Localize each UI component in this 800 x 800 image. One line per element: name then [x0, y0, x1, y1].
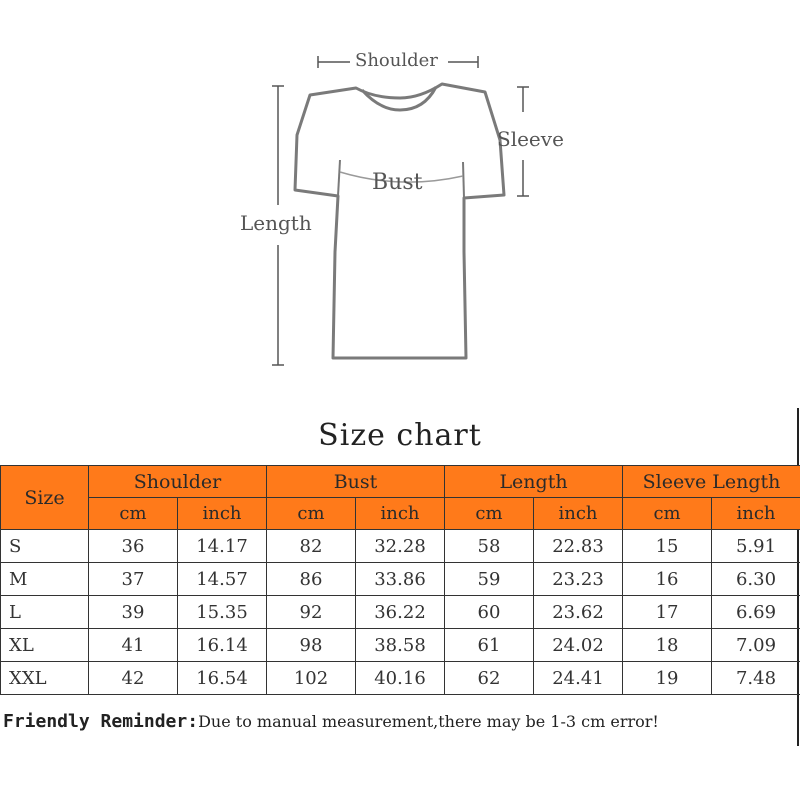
- table-cell: 102: [267, 662, 356, 695]
- table-cell: 62: [445, 662, 534, 695]
- table-cell: 32.28: [356, 530, 445, 563]
- table-cell: 42: [89, 662, 178, 695]
- table-cell: 37: [89, 563, 178, 596]
- unit-header: cm: [445, 498, 534, 530]
- unit-header: inch: [356, 498, 445, 530]
- size-cell: S: [1, 530, 89, 563]
- table-cell: 98: [267, 629, 356, 662]
- table-cell: 7.09: [712, 629, 800, 662]
- bust-header: Bust: [267, 466, 445, 498]
- size-cell: XXL: [1, 662, 89, 695]
- table-row: [1, 662, 800, 695]
- sleeve-label: Sleeve: [497, 127, 564, 151]
- table-cell: 36: [89, 530, 178, 563]
- size-cell: XL: [1, 629, 89, 662]
- length-header: Length: [445, 466, 623, 498]
- table-row: [1, 530, 800, 563]
- table-cell: 23.23: [534, 563, 623, 596]
- unit-header: inch: [178, 498, 267, 530]
- length-label: Length: [240, 211, 312, 235]
- reminder-label: Friendly Reminder:: [3, 711, 199, 732]
- table-unit-row: [1, 498, 800, 530]
- table-cell: 19: [623, 662, 712, 695]
- unit-header: cm: [89, 498, 178, 530]
- table-cell: 23.62: [534, 596, 623, 629]
- table-cell: 39: [89, 596, 178, 629]
- chart-title: Size chart: [318, 418, 482, 453]
- unit-header: inch: [712, 498, 800, 530]
- table-cell: 59: [445, 563, 534, 596]
- table-row: [1, 596, 800, 629]
- table-cell: 40.16: [356, 662, 445, 695]
- table-cell: 6.69: [712, 596, 800, 629]
- table-cell: 17: [623, 596, 712, 629]
- table-cell: 24.02: [534, 629, 623, 662]
- table-cell: 36.22: [356, 596, 445, 629]
- sleeve-length-header: Sleeve Length: [623, 466, 800, 498]
- table-row: [1, 563, 800, 596]
- unit-header: cm: [267, 498, 356, 530]
- table-cell: 5.91: [712, 530, 800, 563]
- table-cell: 16.14: [178, 629, 267, 662]
- unit-header: cm: [623, 498, 712, 530]
- bust-label: Bust: [372, 170, 423, 195]
- shoulder-label: Shoulder: [355, 50, 438, 71]
- reminder-text: Due to manual measurement,there may be 1-3 cm error!: [198, 712, 659, 731]
- table-cell: 14.57: [178, 563, 267, 596]
- table-cell: 86: [267, 563, 356, 596]
- table-cell: 16.54: [178, 662, 267, 695]
- table-row: [1, 629, 800, 662]
- table-cell: 60: [445, 596, 534, 629]
- table-cell: 22.83: [534, 530, 623, 563]
- table-cell: 33.86: [356, 563, 445, 596]
- table-cell: 92: [267, 596, 356, 629]
- table-cell: 15.35: [178, 596, 267, 629]
- size-table: [0, 465, 800, 695]
- table-cell: 24.41: [534, 662, 623, 695]
- table-cell: 18: [623, 629, 712, 662]
- size-cell: L: [1, 596, 89, 629]
- table-cell: 6.30: [712, 563, 800, 596]
- shoulder-header: Shoulder: [89, 466, 267, 498]
- table-cell: 16: [623, 563, 712, 596]
- unit-header: inch: [534, 498, 623, 530]
- table-cell: 61: [445, 629, 534, 662]
- table-header-row: [1, 466, 800, 498]
- friendly-reminder: [3, 711, 659, 732]
- table-cell: 58: [445, 530, 534, 563]
- table-cell: 82: [267, 530, 356, 563]
- size-cell: M: [1, 563, 89, 596]
- table-cell: 7.48: [712, 662, 800, 695]
- size-header: Size: [1, 466, 89, 530]
- table-cell: 14.17: [178, 530, 267, 563]
- table-cell: 41: [89, 629, 178, 662]
- table-cell: 38.58: [356, 629, 445, 662]
- table-cell: 15: [623, 530, 712, 563]
